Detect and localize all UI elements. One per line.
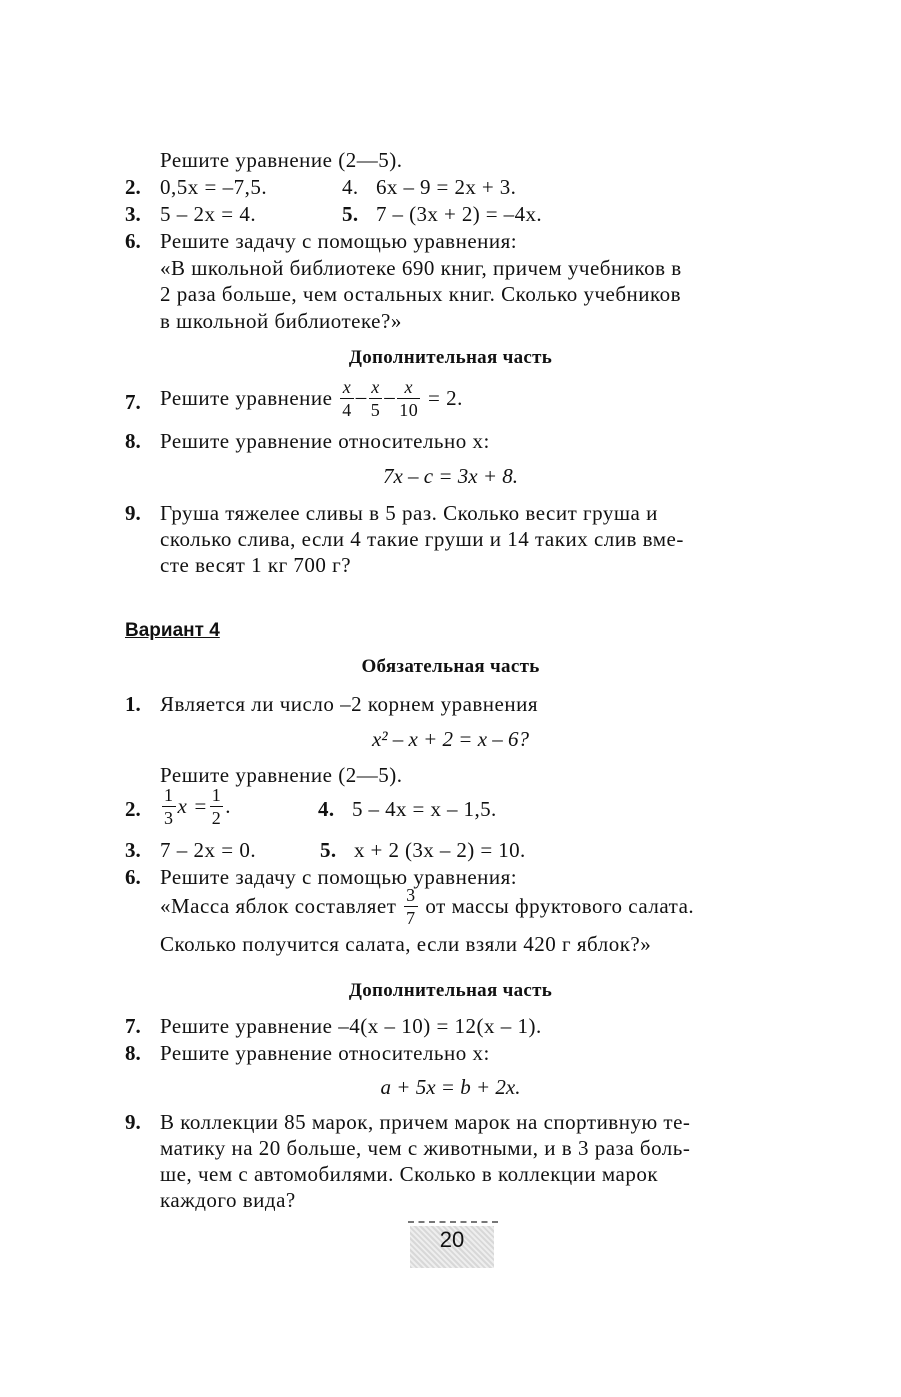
section-heading: Обязательная часть: [361, 656, 540, 677]
item-number: 4.: [342, 175, 359, 199]
item-number: 5.: [342, 202, 359, 226]
equation-tail: .: [225, 794, 231, 818]
equation: 0,5x = –7,5.: [160, 175, 268, 199]
task-label: Решите уравнение: [160, 386, 333, 410]
equation: 5 – 4x = x – 1,5.: [352, 797, 497, 821]
task-text: матику на 20 больше, чем с животными, и в 3 раза боль-: [160, 1136, 691, 1160]
task-text-part: от массы фруктового салата.: [425, 894, 695, 918]
equation: a + 5x = b + 2x.: [380, 1075, 521, 1099]
divider: [408, 1221, 498, 1223]
task-text: сколько слива, если 4 такие груши и 14 таких слив вме-: [160, 527, 684, 551]
instruction: Решите уравнение (2—5).: [160, 763, 403, 787]
equation: 7 – (3x + 2) = –4x.: [376, 202, 543, 226]
item-number: 4.: [318, 797, 335, 821]
item-number: 6.: [125, 865, 141, 889]
fraction: [397, 378, 420, 419]
task-text: Является ли число –2 корнем уравнения: [160, 692, 539, 716]
denominator: 2: [211, 808, 222, 828]
task-text: сте весят 1 кг 700 г?: [160, 553, 352, 577]
item-number: 3.: [125, 202, 141, 226]
equation: 7 – 2x = 0.: [160, 838, 257, 862]
denominator: 10: [399, 400, 419, 420]
item-number: 8.: [125, 429, 141, 453]
task-text: «В школьной библиотеке 690 книг, причем учебников в: [160, 256, 682, 280]
item-number: 3.: [125, 838, 141, 862]
item-number: 1.: [125, 692, 141, 716]
item-number: 7.: [125, 1014, 141, 1038]
task-text: Решите уравнение –4(x – 10) = 12(x – 1).: [160, 1014, 542, 1038]
equation-tail: = 2.: [427, 386, 463, 410]
fraction: [210, 786, 224, 827]
task-text: каждого вида?: [160, 1188, 296, 1212]
numerator: x: [342, 377, 352, 397]
item-number: 5.: [320, 838, 337, 862]
task-text: Решите уравнение $\frac{x}{4}$ – $\frac{x}{5}$ – $\frac{x}{10}$ = 2.: [160, 377, 463, 420]
fraction: [162, 786, 176, 827]
fraction: [369, 378, 383, 419]
numerator: 1: [164, 785, 174, 805]
page-number: 20: [410, 1226, 494, 1268]
fraction: [404, 886, 418, 927]
item-number: 2.: [125, 797, 141, 821]
variant-title: Вариант 4: [125, 620, 220, 641]
item-number: 9.: [125, 1110, 141, 1134]
denominator: 3: [164, 808, 174, 828]
item-number: 2.: [125, 175, 141, 199]
equation: 6x – 9 = 2x + 3.: [376, 175, 517, 199]
numerator: x: [404, 377, 413, 397]
instruction: Решите уравнение (2—5).: [160, 148, 403, 172]
item-number: 6.: [125, 229, 141, 253]
equation: x² – x + 2 = x – 6?: [371, 727, 530, 751]
equation: x + 2 (3x – 2) = 10.: [354, 838, 526, 862]
item-number: 9.: [125, 501, 141, 525]
denominator: 5: [370, 400, 381, 420]
task-text: Решите задачу с помощью уравнения:: [160, 229, 518, 253]
task-text: В коллекции 85 марок, причем марок на спортивную те-: [160, 1110, 691, 1134]
task-text: в школьной библиотеке?»: [160, 309, 402, 333]
item-number: 8.: [125, 1041, 141, 1065]
fraction: [340, 378, 354, 419]
denominator: 7: [406, 908, 416, 928]
task-text: Решите уравнение относительно x:: [160, 429, 490, 453]
task-text: ше, чем с автомобилями. Сколько в коллекции марок: [160, 1162, 659, 1186]
section-heading: Дополнительная часть: [348, 980, 553, 1001]
task-text: [160, 886, 694, 927]
equation: 5 – 2x = 4.: [160, 202, 257, 226]
task-text: Решите уравнение относительно x:: [160, 1041, 490, 1065]
equation-middle: x =: [177, 794, 208, 818]
equation: 7x – c = 3x + 8.: [382, 464, 519, 488]
denominator: 4: [342, 400, 352, 420]
numerator: x: [371, 377, 380, 397]
task-text: Груша тяжелее сливы в 5 раз. Сколько весит груша и: [160, 501, 658, 525]
task-text: 2 раза больше, чем остальных книг. Сколько учебников: [160, 282, 682, 306]
section-heading: Дополнительная часть: [348, 347, 553, 368]
numerator: 1: [211, 785, 222, 805]
equation: [160, 786, 231, 827]
item-number: 7.: [125, 390, 141, 414]
numerator: 3: [406, 885, 416, 905]
task-text-part: «Масса яблок составляет: [160, 894, 397, 918]
task-text: Решите задачу с помощью уравнения:: [160, 865, 518, 889]
task-text: Сколько получится салата, если взяли 420 г яблок?»: [160, 932, 652, 956]
